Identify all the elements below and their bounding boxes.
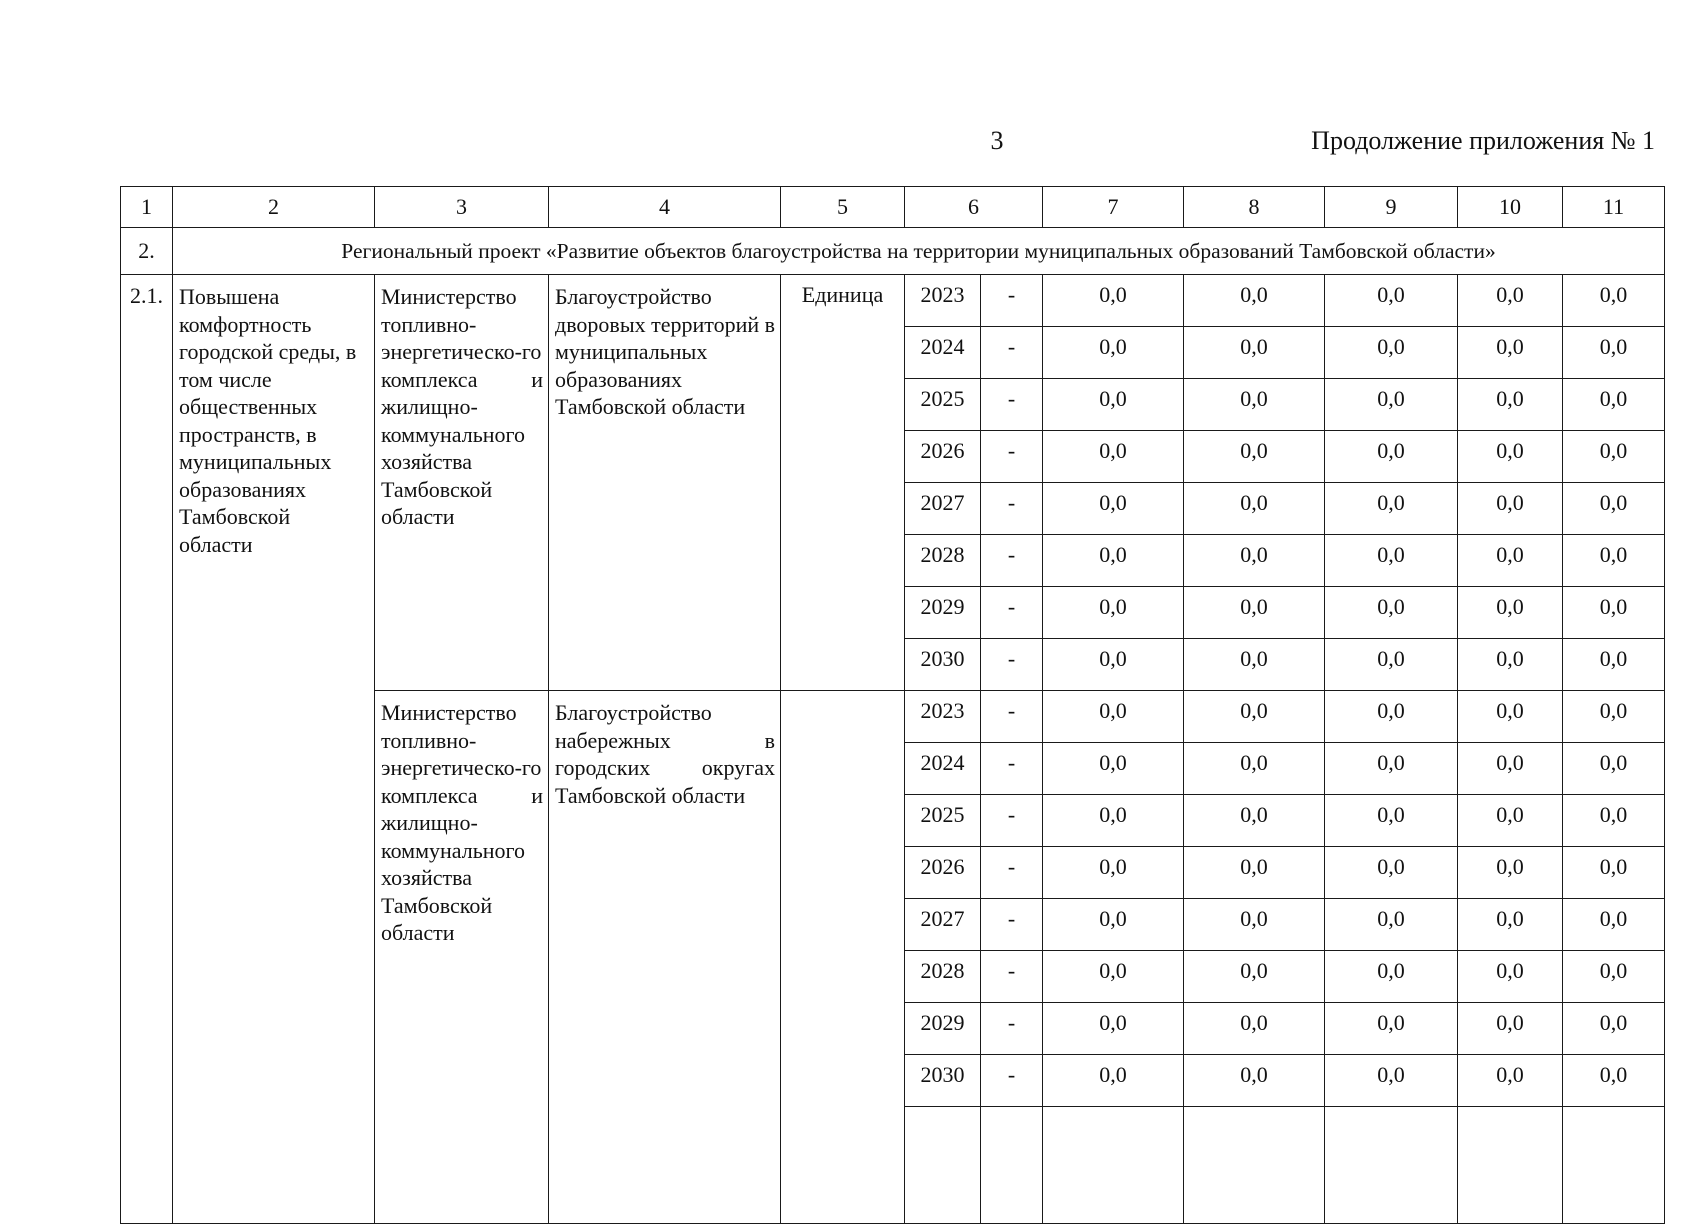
year-cell: 2028 [905, 535, 981, 587]
value-cell: 0,0 [1325, 899, 1458, 951]
year-row [121, 275, 1665, 327]
value-cell: 0,0 [1184, 483, 1325, 535]
column-number: 6 [905, 187, 1043, 228]
indicator-text: Повышена комфортность городской среды, в том числе общественных пространств, в муниципальных образованиях Тамбовской области [179, 284, 357, 557]
year-cell: 2024 [905, 327, 981, 379]
value-cell: 0,0 [1043, 1055, 1184, 1107]
value-cell: 0,0 [1325, 587, 1458, 639]
base-value-cell: - [981, 379, 1043, 431]
section-title: Региональный проект «Развитие объектов благоустройства на территории муниципальных образований Тамбовской области» [173, 228, 1665, 275]
indicator-cell [173, 275, 375, 1224]
value-cell: 0,0 [1563, 639, 1665, 691]
event-text: Благоустройство дворовых территорий в муниципальных образованиях Тамбовской области [555, 284, 776, 419]
value-cell: 0,0 [1563, 379, 1665, 431]
value-cell: 0,0 [1325, 1003, 1458, 1055]
value-cell: 0,0 [1043, 951, 1184, 1003]
unit-cell: Единица [781, 275, 905, 691]
responsible-cell [375, 691, 549, 1224]
year-cell: 2029 [905, 1003, 981, 1055]
value-cell: 0,0 [1184, 379, 1325, 431]
value-cell: 0,0 [1184, 743, 1325, 795]
value-cell: 0,0 [1563, 795, 1665, 847]
column-number: 4 [549, 187, 781, 228]
base-value-cell: - [981, 483, 1043, 535]
value-cell: 0,0 [1458, 431, 1563, 483]
value-cell: 0,0 [1325, 431, 1458, 483]
value-cell: 0,0 [1043, 795, 1184, 847]
page-number: 3 [990, 126, 1004, 155]
year-cell: 2025 [905, 379, 981, 431]
base-value-cell: - [981, 1003, 1043, 1055]
value-cell: 0,0 [1325, 847, 1458, 899]
empty-cell [1325, 1107, 1458, 1224]
base-value-cell: - [981, 639, 1043, 691]
empty-cell [1563, 1107, 1665, 1224]
empty-cell [1043, 1107, 1184, 1224]
value-cell: 0,0 [1563, 483, 1665, 535]
value-cell: 0,0 [1458, 899, 1563, 951]
base-value-cell: - [981, 691, 1043, 743]
base-value-cell: - [981, 431, 1043, 483]
value-cell: 0,0 [1563, 535, 1665, 587]
year-cell: 2028 [905, 951, 981, 1003]
value-cell: 0,0 [1043, 275, 1184, 327]
column-number: 11 [1563, 187, 1665, 228]
value-cell: 0,0 [1043, 691, 1184, 743]
value-cell: 0,0 [1458, 483, 1563, 535]
value-cell: 0,0 [1184, 587, 1325, 639]
event-cell [549, 275, 781, 691]
value-cell: 0,0 [1184, 951, 1325, 1003]
base-value-cell: - [981, 795, 1043, 847]
base-value-cell: - [981, 743, 1043, 795]
value-cell: 0,0 [1184, 691, 1325, 743]
value-cell: 0,0 [1325, 795, 1458, 847]
value-cell: 0,0 [1043, 1003, 1184, 1055]
base-value-cell: - [981, 899, 1043, 951]
year-cell: 2030 [905, 639, 981, 691]
value-cell: 0,0 [1458, 535, 1563, 587]
value-cell: 0,0 [1325, 639, 1458, 691]
section-row [121, 228, 1665, 275]
base-value-cell: - [981, 535, 1043, 587]
value-cell: 0,0 [1563, 951, 1665, 1003]
value-cell: 0,0 [1458, 795, 1563, 847]
year-cell: 2026 [905, 431, 981, 483]
base-value-cell: - [981, 327, 1043, 379]
value-cell: 0,0 [1184, 847, 1325, 899]
value-cell: 0,0 [1043, 535, 1184, 587]
appendix-continuation-note: Продолжение приложения № 1 [1311, 126, 1655, 155]
event-cell [549, 691, 781, 1224]
value-cell: 0,0 [1563, 899, 1665, 951]
value-cell: 0,0 [1043, 639, 1184, 691]
value-cell: 0,0 [1458, 275, 1563, 327]
value-cell: 0,0 [1325, 535, 1458, 587]
year-cell: 2023 [905, 691, 981, 743]
responsible-text: Министерство топливно-энергетическо-го комплекса и жилищно-коммунального хозяйства Тамбовской области [381, 284, 543, 529]
value-cell: 0,0 [1184, 275, 1325, 327]
value-cell: 0,0 [1043, 379, 1184, 431]
column-number: 3 [375, 187, 549, 228]
event-text: Благоустройство набережных в городских округах Тамбовской области [555, 700, 775, 808]
empty-cell [981, 1107, 1043, 1224]
base-value-cell: - [981, 275, 1043, 327]
value-cell: 0,0 [1043, 483, 1184, 535]
value-cell: 0,0 [1043, 587, 1184, 639]
value-cell: 0,0 [1184, 1003, 1325, 1055]
value-cell: 0,0 [1563, 847, 1665, 899]
year-cell: 2024 [905, 743, 981, 795]
year-cell: 2025 [905, 795, 981, 847]
column-number: 5 [781, 187, 905, 228]
value-cell: 0,0 [1458, 951, 1563, 1003]
empty-cell [905, 1107, 981, 1224]
value-cell: 0,0 [1043, 431, 1184, 483]
base-value-cell: - [981, 1055, 1043, 1107]
value-cell: 0,0 [1563, 1055, 1665, 1107]
column-number: 2 [173, 187, 375, 228]
base-value-cell: - [981, 847, 1043, 899]
base-value-cell: - [981, 587, 1043, 639]
value-cell: 0,0 [1043, 327, 1184, 379]
year-cell: 2029 [905, 587, 981, 639]
unit-cell [781, 691, 905, 1224]
column-number: 8 [1184, 187, 1325, 228]
value-cell: 0,0 [1325, 743, 1458, 795]
value-cell: 0,0 [1458, 743, 1563, 795]
value-cell: 0,0 [1184, 535, 1325, 587]
value-cell: 0,0 [1458, 691, 1563, 743]
column-number: 1 [121, 187, 173, 228]
row-number: 2.1. [121, 275, 173, 1224]
value-cell: 0,0 [1184, 639, 1325, 691]
value-cell: 0,0 [1563, 275, 1665, 327]
value-cell: 0,0 [1458, 1003, 1563, 1055]
value-cell: 0,0 [1563, 743, 1665, 795]
value-cell: 0,0 [1563, 431, 1665, 483]
value-cell: 0,0 [1184, 1055, 1325, 1107]
year-cell: 2030 [905, 1055, 981, 1107]
value-cell: 0,0 [1458, 327, 1563, 379]
value-cell: 0,0 [1325, 1055, 1458, 1107]
value-cell: 0,0 [1325, 951, 1458, 1003]
value-cell: 0,0 [1043, 899, 1184, 951]
column-number-row [121, 187, 1665, 228]
column-number: 10 [1458, 187, 1563, 228]
value-cell: 0,0 [1184, 795, 1325, 847]
value-cell: 0,0 [1325, 275, 1458, 327]
value-cell: 0,0 [1184, 431, 1325, 483]
value-cell: 0,0 [1184, 899, 1325, 951]
value-cell: 0,0 [1325, 483, 1458, 535]
responsible-text: Министерство топливно-энергетическо-го комплекса и жилищно-коммунального хозяйства Тамбовской области [381, 700, 543, 945]
responsible-cell [375, 275, 549, 691]
column-number: 7 [1043, 187, 1184, 228]
section-number: 2. [121, 228, 173, 275]
appendix-table [120, 186, 1665, 1224]
value-cell: 0,0 [1458, 639, 1563, 691]
value-cell: 0,0 [1563, 327, 1665, 379]
value-cell: 0,0 [1458, 847, 1563, 899]
value-cell: 0,0 [1043, 847, 1184, 899]
value-cell: 0,0 [1563, 1003, 1665, 1055]
value-cell: 0,0 [1458, 1055, 1563, 1107]
empty-cell [1184, 1107, 1325, 1224]
base-value-cell: - [981, 951, 1043, 1003]
year-cell: 2026 [905, 847, 981, 899]
value-cell: 0,0 [1563, 691, 1665, 743]
empty-cell [1458, 1107, 1563, 1224]
value-cell: 0,0 [1325, 691, 1458, 743]
year-cell: 2027 [905, 899, 981, 951]
value-cell: 0,0 [1458, 587, 1563, 639]
year-cell: 2023 [905, 275, 981, 327]
column-number: 9 [1325, 187, 1458, 228]
value-cell: 0,0 [1325, 327, 1458, 379]
value-cell: 0,0 [1184, 327, 1325, 379]
value-cell: 0,0 [1563, 587, 1665, 639]
year-cell: 2027 [905, 483, 981, 535]
value-cell: 0,0 [1043, 743, 1184, 795]
value-cell: 0,0 [1325, 379, 1458, 431]
value-cell: 0,0 [1458, 379, 1563, 431]
